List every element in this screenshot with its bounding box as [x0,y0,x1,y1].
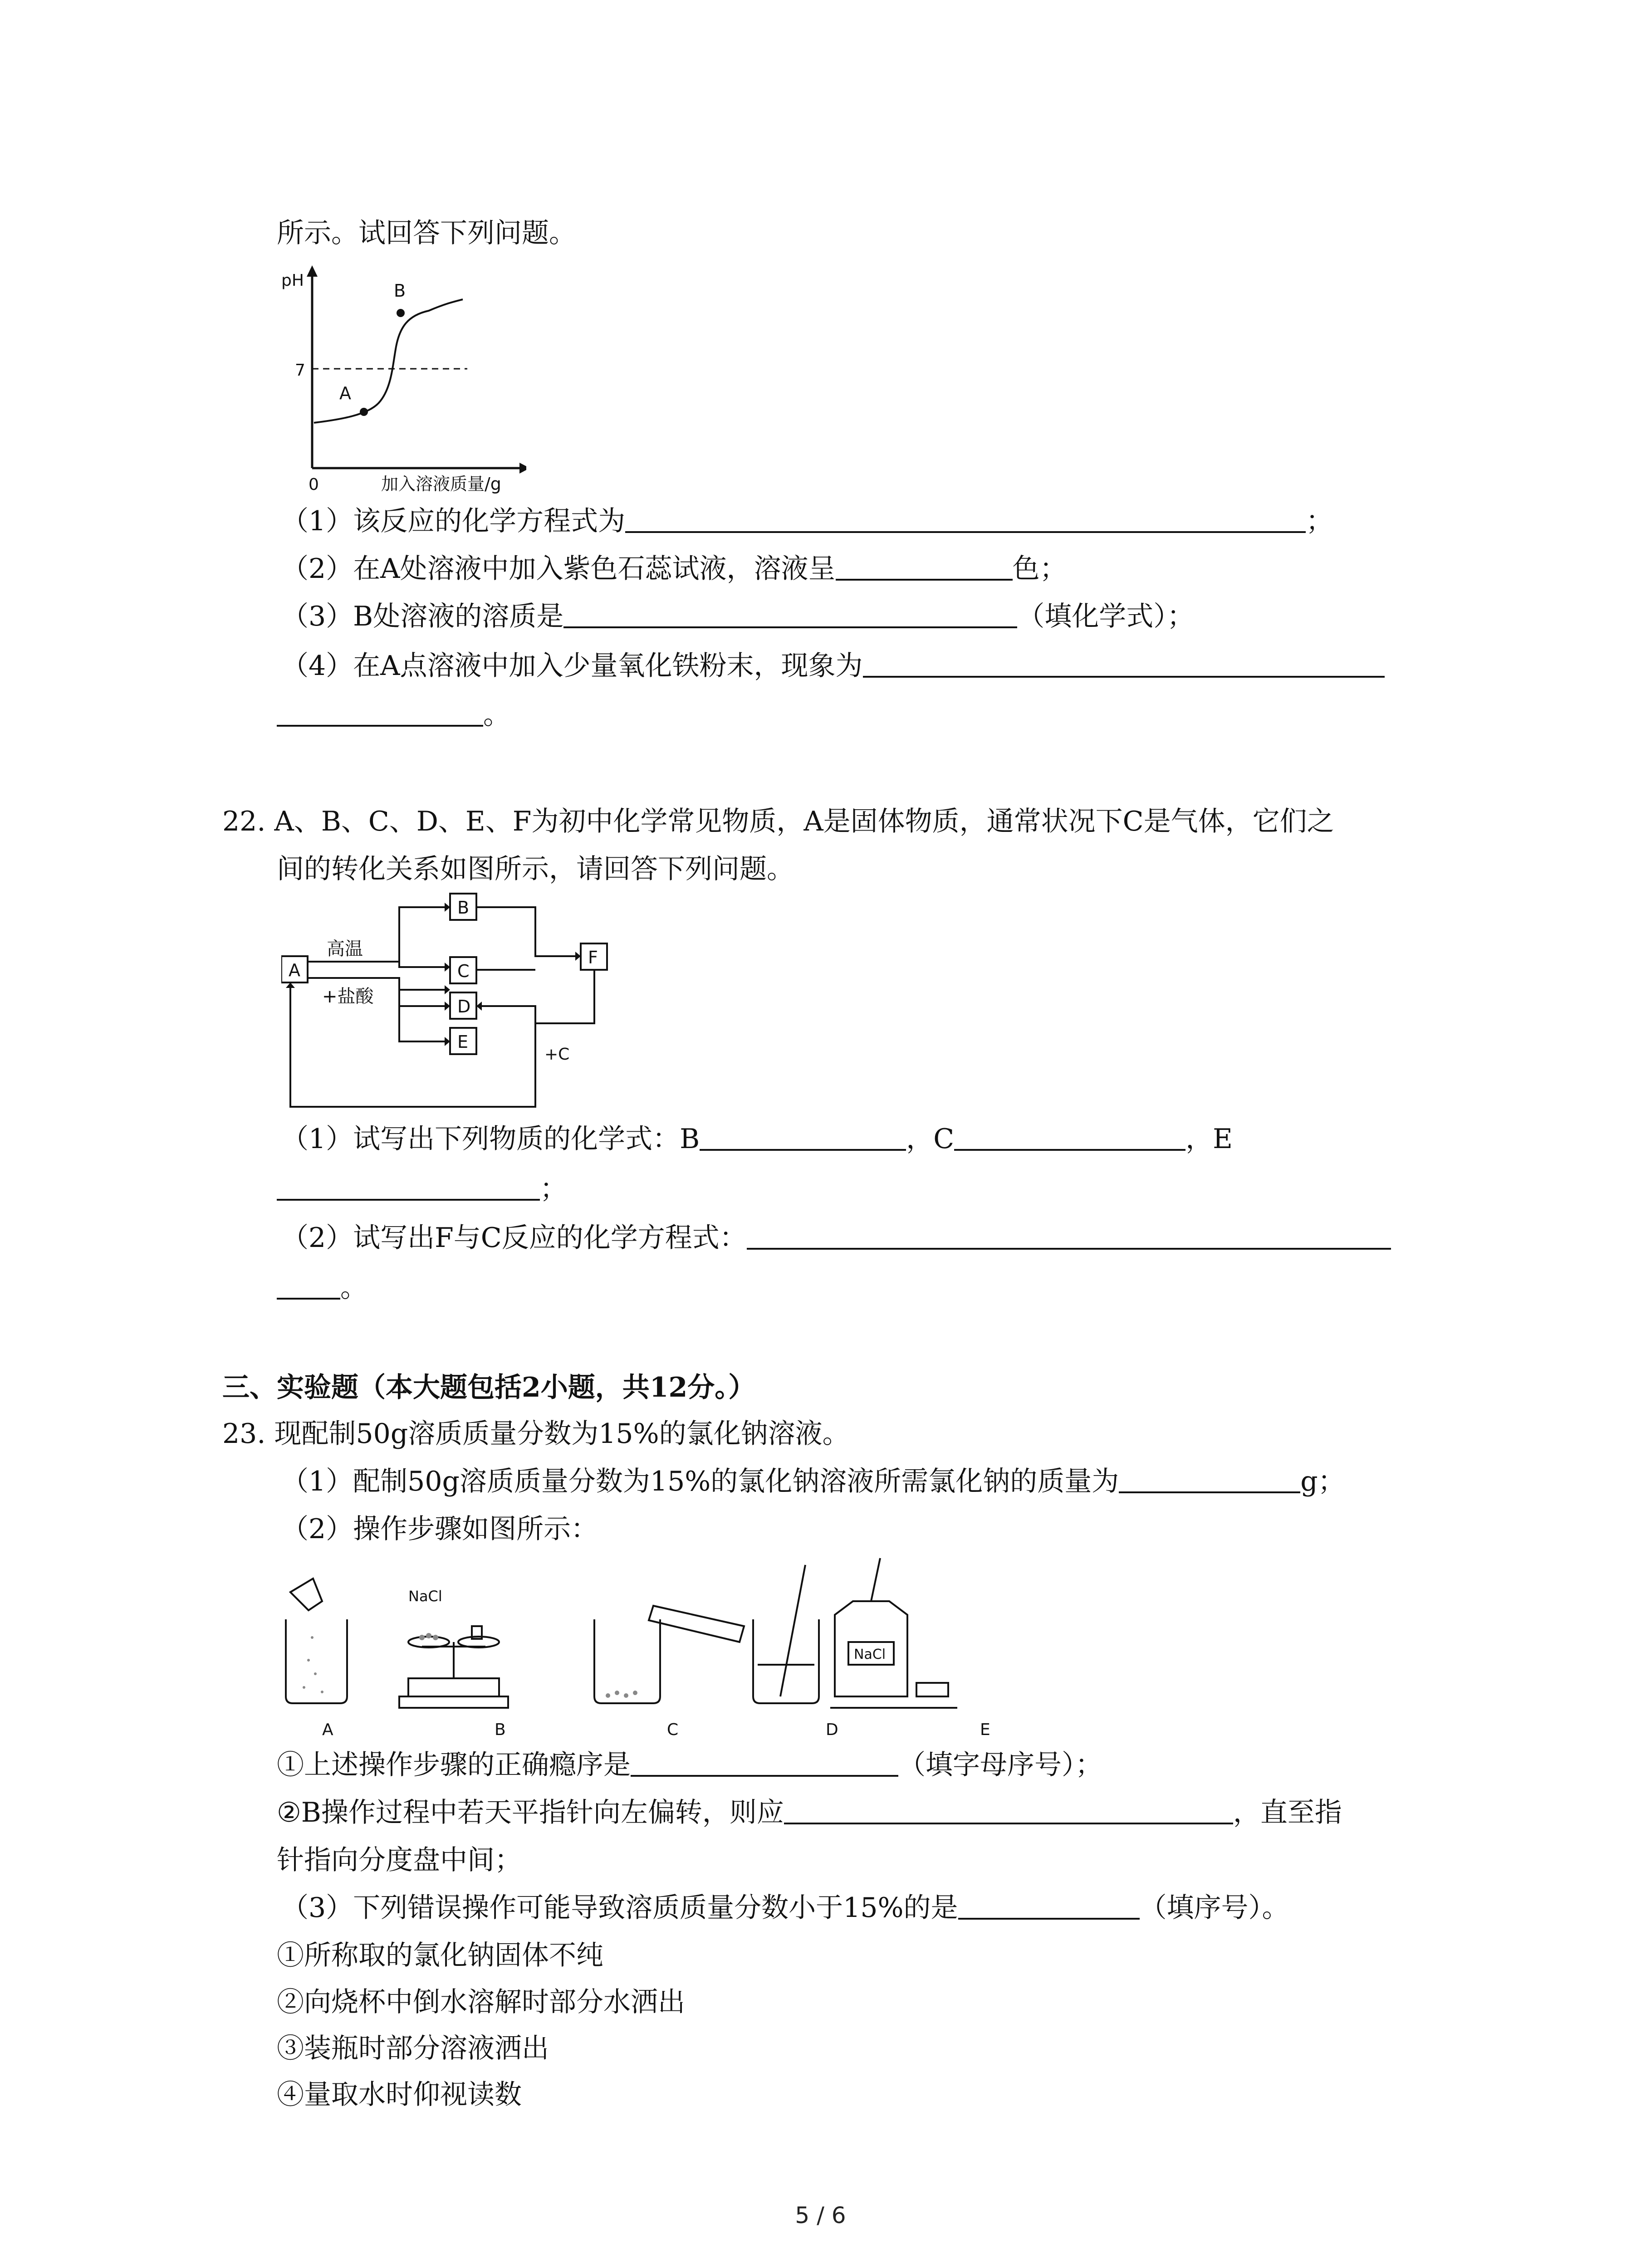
nacl-label-b: NaCl [408,1588,442,1605]
q23-part2: （2）操作步骤如图所示： [281,1513,598,1545]
point-b-label: B [394,281,406,301]
box-a-label: A [289,960,300,980]
q23-option-3: ③装瓶时部分溶液洒出 [277,2033,549,2064]
y-axis-label: pH [281,271,304,290]
q23-stem: 23. 现配制50g溶质质量分数为15%的氯化钠溶液。 [222,1418,850,1450]
q22-part2-blank[interactable] [747,1222,1391,1250]
x-axis-arrow [519,463,526,474]
q21-part1: （1）该反应的化学方程式为 ； [281,505,1333,537]
q23-part1-blank[interactable] [1119,1465,1300,1493]
f-line-to-d [482,970,594,1023]
beaker-a [286,1619,347,1703]
q23-part3-blank[interactable] [958,1892,1140,1920]
q22-stem-line2: 间的转化关系如图所示，请回答下列问题。 [277,853,794,885]
plus-c-label: +C [544,1045,570,1064]
q22-part2-blank-cont[interactable] [277,1271,340,1300]
heat-line-to-c [399,962,445,967]
glass-rod [780,1565,805,1696]
weighing-paper-a [290,1579,322,1610]
q23-step2-cont: 针指向分度盘中间； [277,1844,522,1876]
q22-blank-b[interactable] [700,1123,906,1151]
q22-part1: （1）试写出下列物质的化学式：B ，C ，E [281,1123,1233,1155]
q23-step1-blank[interactable] [631,1749,898,1777]
b-line-to-f [476,907,575,956]
q21-part2: （2）在A处溶液中加入紫色石蕊试液，溶液呈 色； [281,553,1067,585]
q21-part4-cont: 。 [277,699,510,731]
point-a-marker [360,408,368,416]
stopper [916,1683,948,1696]
graduated-cylinder [649,1606,744,1642]
point-b-marker [397,309,405,317]
q23-option-1: ①所称取的氯化钠固体不纯 [277,1940,603,1971]
step-d-label: D [826,1721,838,1739]
q21-part1-blank[interactable] [625,505,1306,533]
section-heading: 三、实验题（本大题包括2小题，共12分。） [222,1372,756,1403]
spatula [871,1558,880,1601]
step-a-label: A [322,1721,333,1739]
q23-step2: ②B操作过程中若天平指针向左偏转，则应 ，直至指 [277,1797,1342,1828]
q22-part2: （2）试写出F与C反应的化学方程式： [281,1222,1391,1254]
page-number: 5 / 6 [795,2202,846,2229]
step-e-label: E [980,1721,990,1739]
acid-label: +盐酸 [322,986,374,1007]
q21-part4-blank[interactable] [863,650,1385,678]
q22-part2-cont: 。 [277,1271,367,1304]
conversion-diagram [281,889,626,1116]
box-f-label: F [588,948,598,968]
q23-part1: （1）配制50g溶质质量分数为15%的氯化钠溶液所需氯化钠的质量为 g； [281,1466,1345,1497]
q21-part2-blank[interactable] [836,552,1013,581]
point-a-label: A [339,383,351,403]
ph7-label: 7 [295,361,305,380]
operation-steps-figure [272,1551,1053,1742]
q21-part4: （4）在A点溶液中加入少量氧化铁粉末，现象为 [281,650,1385,682]
high-temp-label: 高温 [327,938,363,959]
ph-curve-chart [272,259,526,494]
y-axis-arrow [307,265,318,277]
q23-option-4: ④量取水时仰视读数 [277,2079,522,2111]
box-d-label: D [457,997,471,1017]
balance-base [408,1678,499,1696]
box-b-label: B [457,898,470,918]
q22-blank-c[interactable] [954,1123,1185,1151]
q23-part3: （3）下列错误操作可能导致溶质质量分数小于15%的是 （填序号）。 [281,1892,1289,1924]
origin-label: 0 [309,475,319,494]
beaker-d [753,1619,819,1703]
q23-step1: ①上述操作步骤的正确瘾序是 （填字母序号）； [277,1749,1102,1781]
box-c-label: C [457,961,470,981]
q21-part4-blank-cont[interactable] [277,699,483,727]
q23-step2-blank[interactable] [784,1796,1233,1824]
q22-stem-line1: 22. A、B、C、D、E、F为初中化学常见物质，A是固体物质，通常状况下C是气体，它们之 [222,806,1334,837]
intro-line: 所示。试回答下列问题。 [277,217,576,249]
acid-line-to-e [399,1006,445,1041]
q21-part3-blank[interactable] [563,600,1017,628]
nacl-label-e: NaCl [854,1647,886,1662]
x-axis-label: 加入溶液质量/g [381,474,501,494]
step-b-label: B [495,1721,506,1739]
q22-blank-e[interactable] [277,1173,540,1201]
q23-option-2: ②向烧杯中倒水溶解时部分水洒出 [277,1986,685,2018]
step-c-label: C [667,1721,679,1739]
ph-curve [314,299,463,423]
beaker-c [594,1619,660,1703]
q22-part1-cont: ； [277,1173,567,1205]
box-e-label: E [457,1032,469,1052]
q21-part3: （3）B处溶液的溶质是 （填化学式）； [281,601,1195,632]
